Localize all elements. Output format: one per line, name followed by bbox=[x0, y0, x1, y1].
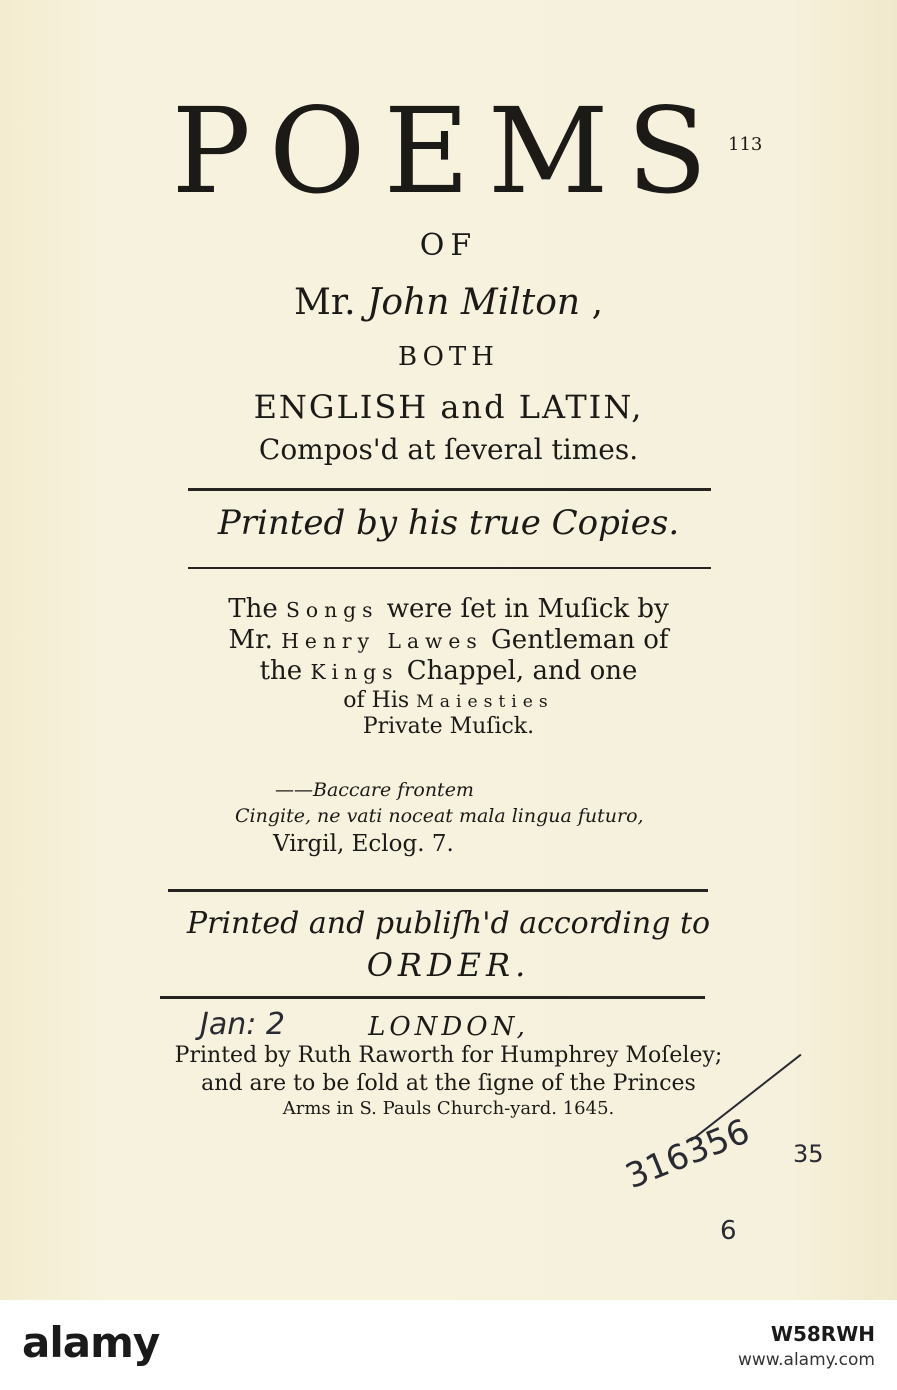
order-word: ORDER. bbox=[366, 946, 531, 984]
author-line bbox=[0, 282, 897, 323]
divider-rule bbox=[188, 488, 711, 491]
stock-site: www.alamy.com bbox=[737, 1350, 875, 1370]
book-title: POEMS bbox=[171, 82, 726, 220]
divider-rule bbox=[188, 567, 711, 569]
imprint-city: LONDON, bbox=[368, 1012, 529, 1042]
songs-line-2: Mr. Henry Lawes Gentleman of bbox=[228, 625, 669, 656]
imprint-line-2: and are to be ſold at the ſigne of the Princes bbox=[201, 1070, 696, 1096]
stock-id: W58RWH bbox=[770, 1322, 875, 1346]
languages-line: ENGLISH and LATIN, bbox=[253, 388, 644, 426]
handwritten-fraction-top: 35 bbox=[793, 1140, 824, 1168]
author-name: John Milton bbox=[366, 282, 581, 323]
handwritten-accession-number: 316356 bbox=[620, 1111, 756, 1198]
imprint-line-1: Printed by Ruth Raworth for Humphrey Moſeley; bbox=[174, 1043, 723, 1068]
both-line: BOTH bbox=[398, 342, 499, 372]
author-prefix: Mr. bbox=[293, 282, 356, 323]
quote-line-1: ——Baccare frontem bbox=[275, 779, 474, 801]
songs-line-4: of His Maiesties bbox=[343, 687, 554, 713]
folio-number: 113 bbox=[728, 134, 763, 155]
printed-by-line: Printed by his true Copies. bbox=[217, 503, 680, 543]
divider-rule bbox=[168, 889, 708, 892]
alamy-logo: alamy bbox=[22, 1318, 160, 1367]
songs-line-1: The Songs were ſet in Muſick by bbox=[228, 594, 669, 624]
virgil-quote bbox=[235, 778, 644, 860]
songs-line-3: the Kings Chappel, and one bbox=[259, 656, 638, 687]
stock-id-block bbox=[738, 1322, 875, 1370]
imprint-line-3: Arms in S. Pauls Church-yard. 1645. bbox=[282, 1097, 615, 1119]
composed-line: Compos'd at ſeveral times. bbox=[258, 433, 639, 466]
divider-rule bbox=[160, 996, 705, 999]
handwritten-date: Jan: 2 bbox=[200, 1007, 285, 1042]
imprint-block bbox=[0, 1042, 897, 1121]
order-line: Printed and publiſh'd according to bbox=[186, 906, 711, 941]
songs-line-5: Private Muſick. bbox=[362, 713, 535, 739]
quote-citation: Virgil, Eclog. 7. bbox=[273, 831, 454, 858]
songs-paragraph bbox=[0, 594, 897, 740]
of-line: OF bbox=[419, 228, 478, 263]
quote-line-2: Cingite, ne vati noceat mala lingua futuro, bbox=[235, 804, 644, 827]
author-suffix: , bbox=[591, 282, 604, 323]
handwritten-fraction-bottom: 6 bbox=[720, 1216, 737, 1246]
